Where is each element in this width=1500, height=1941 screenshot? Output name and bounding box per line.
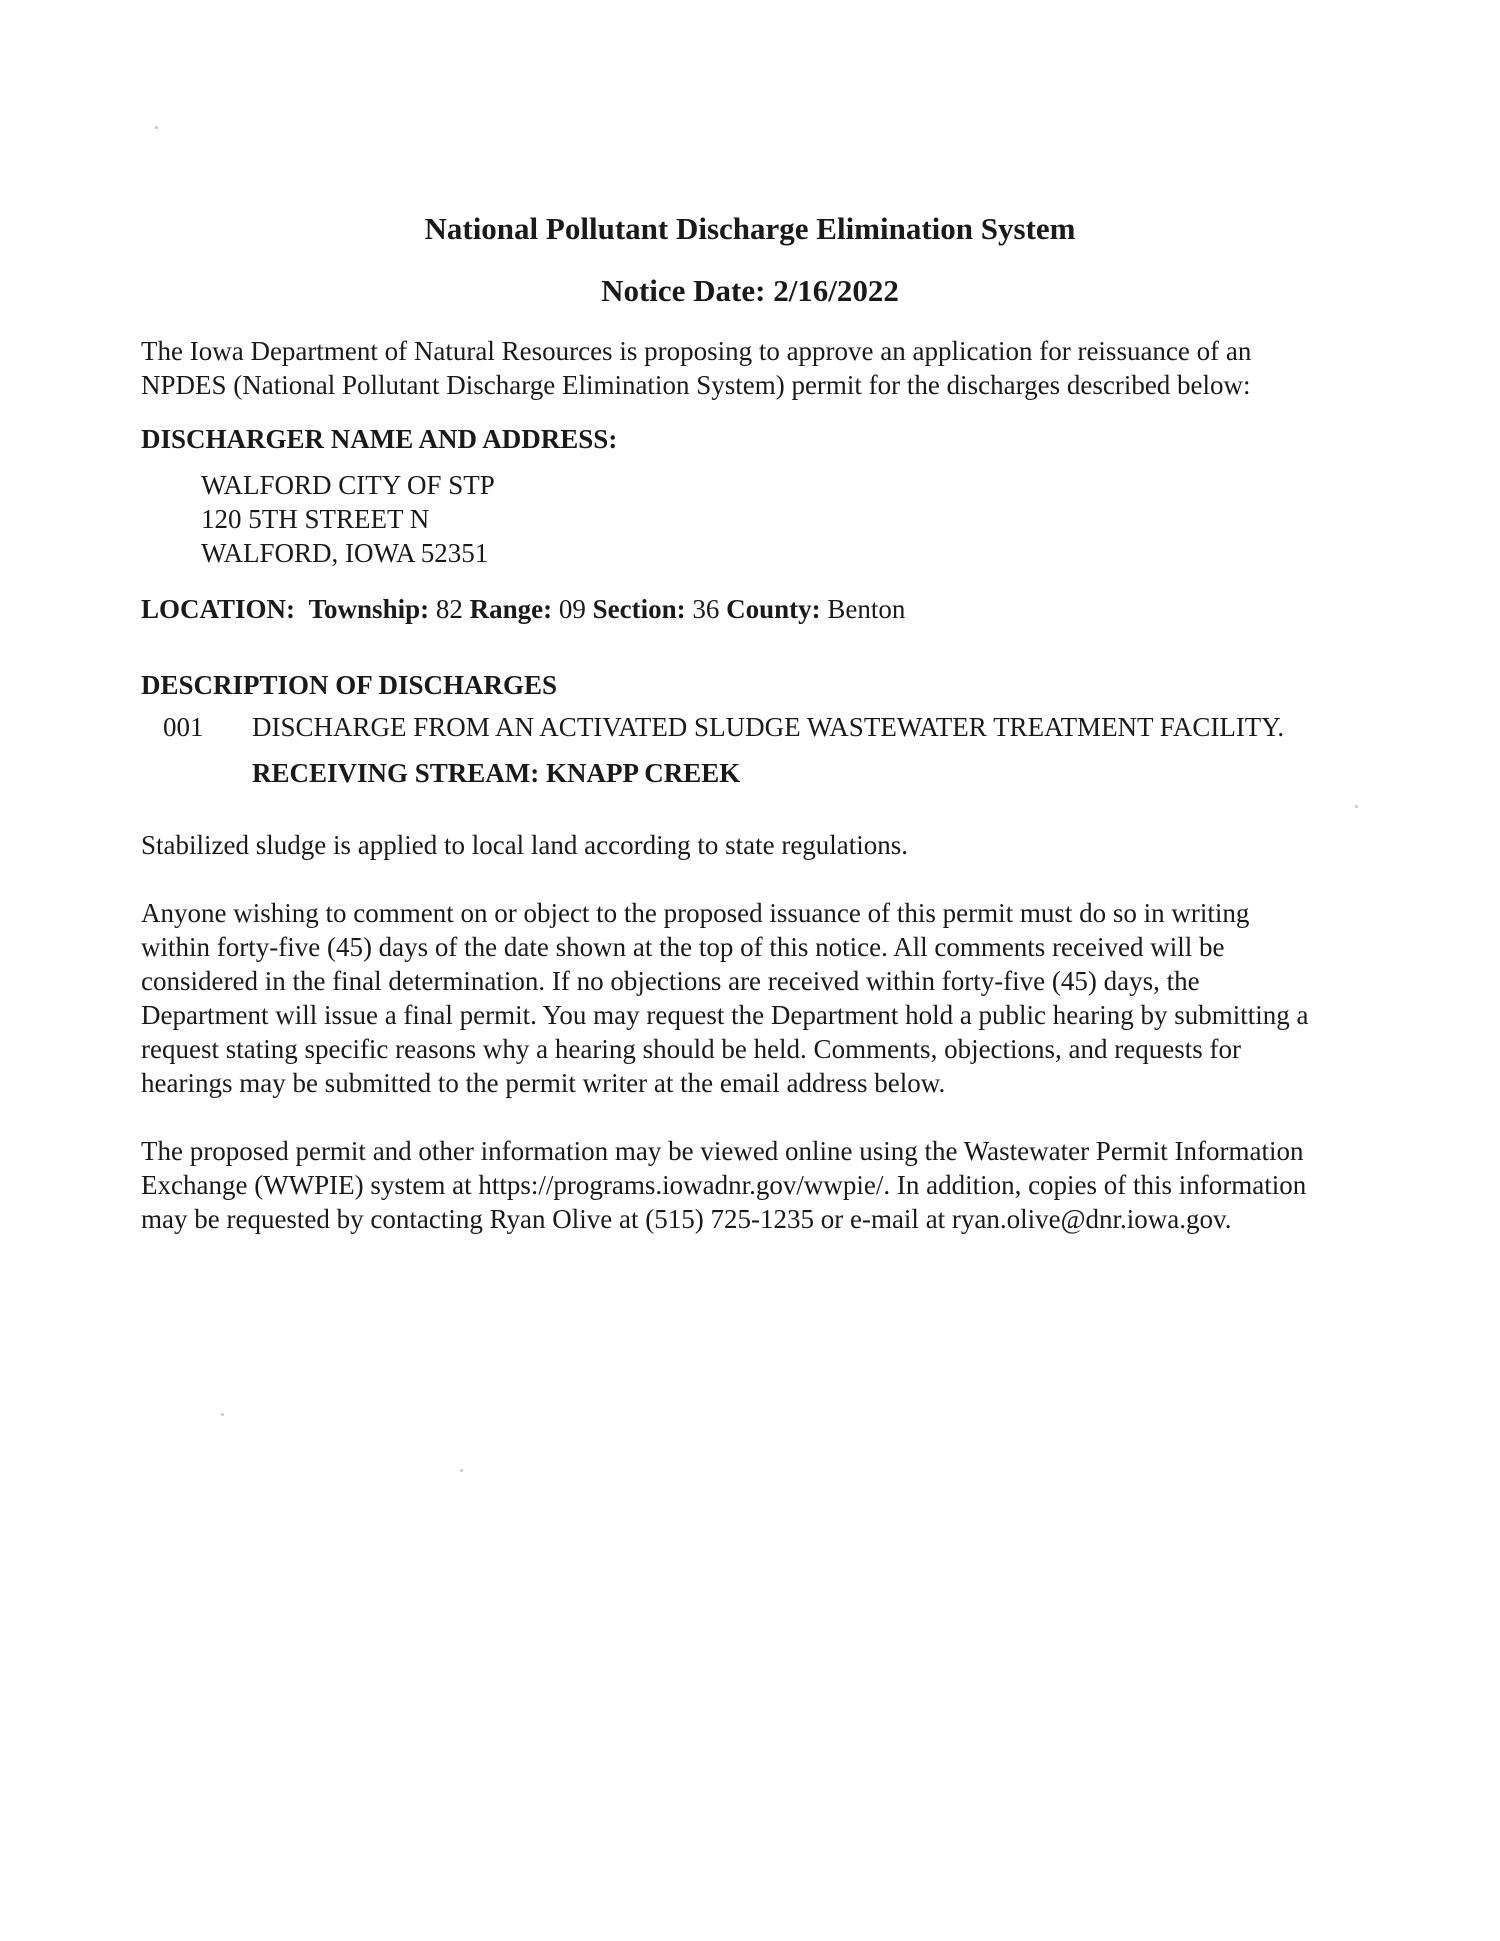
discharger-city-state-zip: WALFORD, IOWA 52351	[201, 538, 489, 568]
notice-date: Notice Date: 2/16/2022	[601, 273, 899, 308]
intro-paragraph: The Iowa Department of Natural Resources is proposing to approve an application for reissuance of an NPDES (National Pollutant Discharge Elimination System) permit for the discharges described below:	[141, 336, 1252, 400]
location-label: LOCATION:	[141, 594, 296, 624]
section-value: 36	[692, 594, 720, 624]
scan-speck	[1355, 805, 1358, 808]
outfall-description: DISCHARGE FROM AN ACTIVATED SLUDGE WASTEWATER TREATMENT FACILITY.	[252, 712, 1285, 742]
comments-paragraph: Anyone wishing to comment on or object to the proposed issuance of this permit must do so in writing within forty-five (45) days of the date shown at the top of this notice. All comments received will be considered in the final determination. If no objections are received within forty-five (45) days, the Department will issue a final permit. You may request the Department hold a public hearing by submitting a request stating specific reasons why a hearing should be held. Comments, objections, and requests for hearings may be submitted to the permit writer at the email address below.	[141, 898, 1309, 1098]
document-title: National Pollutant Discharge Elimination System	[424, 211, 1076, 246]
range-label: Range:	[469, 594, 553, 624]
range-value: 09	[558, 594, 586, 624]
discharger-heading: DISCHARGER NAME AND ADDRESS:	[141, 424, 618, 454]
county-label: County:	[726, 594, 821, 624]
location-line	[141, 592, 1311, 626]
discharges-heading: DESCRIPTION OF DISCHARGES	[141, 670, 558, 700]
notice-body	[141, 334, 1311, 1236]
outfall-number: 001	[163, 712, 204, 742]
discharger-section	[141, 422, 1311, 570]
scan-speck	[155, 126, 158, 129]
discharger-address	[201, 468, 1311, 570]
scan-speck	[460, 1469, 463, 1472]
section-label: Section:	[592, 594, 686, 624]
discharger-name: WALFORD CITY OF STP	[201, 470, 495, 500]
township-label: Township:	[308, 594, 430, 624]
township-value: 82	[435, 594, 463, 624]
discharger-street: 120 5TH STREET N	[201, 504, 430, 534]
county-value: Benton	[827, 594, 906, 624]
discharges-section	[141, 668, 1311, 790]
scan-speck	[221, 1413, 224, 1416]
sludge-note: Stabilized sludge is applied to local land according to state regulations.	[141, 830, 909, 860]
outfall-row	[163, 710, 1311, 744]
permit-info-paragraph: The proposed permit and other information may be viewed online using the Wastewater Permit Information Exchange (WWPIE) system at https://programs.iowadnr.gov/wwpie/. In addition, copies of this information may be requested by contacting Ryan Olive at (515) 725-1235 or e-mail at ryan.olive@dnr.iowa.gov.	[141, 1136, 1307, 1234]
receiving-stream: RECEIVING STREAM: KNAPP CREEK	[252, 758, 741, 788]
